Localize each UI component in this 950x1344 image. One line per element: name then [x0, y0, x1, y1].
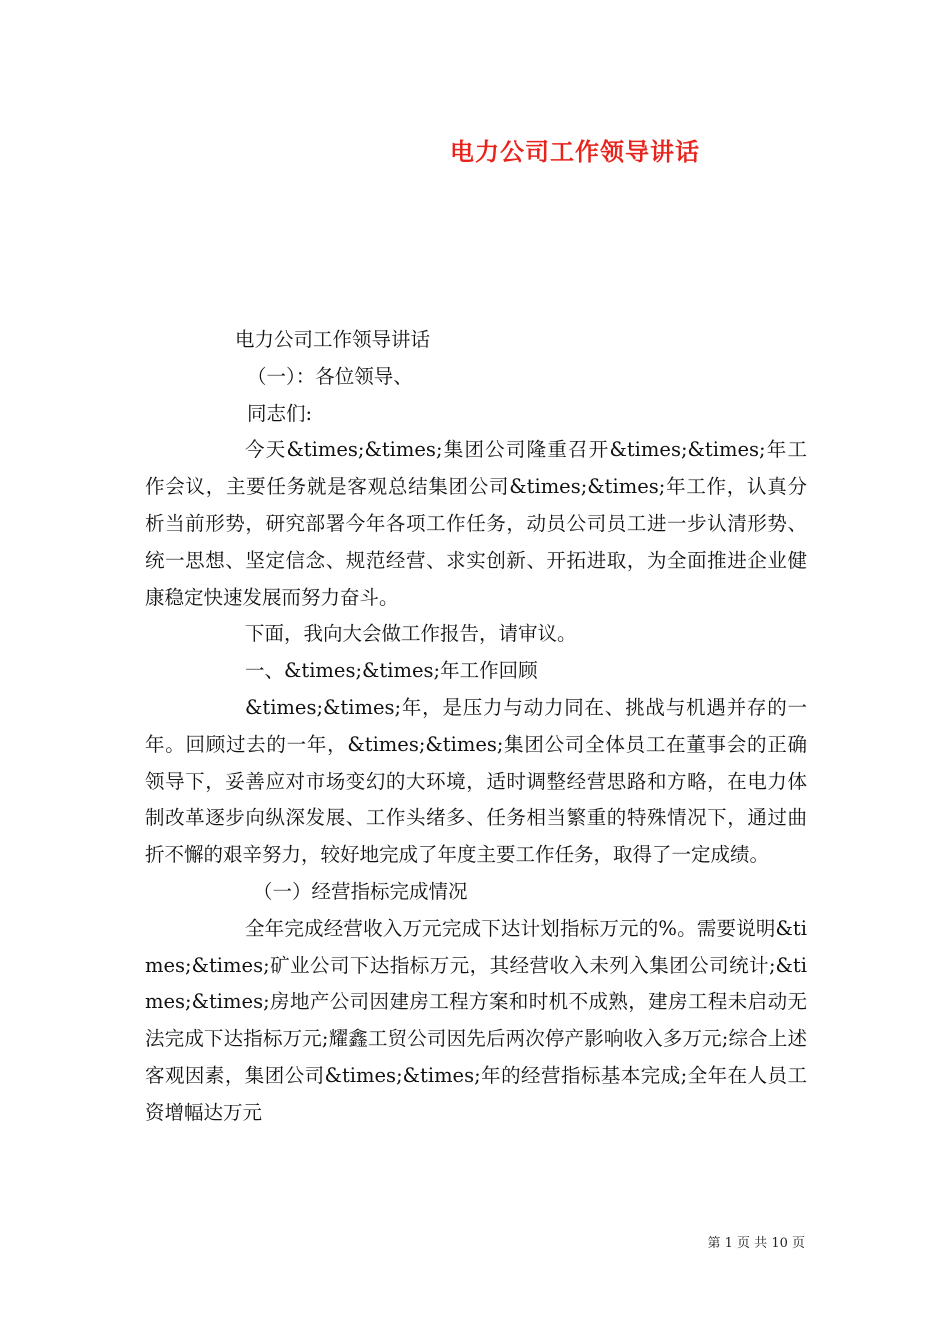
page-footer: 第 1 页 共 10 页 — [707, 1236, 805, 1251]
paragraph-greeting: （一）：各位领导、 — [247, 364, 413, 388]
section-heading-1: 一、&times;&times;年工作回顾 — [245, 659, 538, 683]
paragraph-greeting-2: 同志们: — [247, 401, 313, 425]
paragraph-indicators: 全年完成经营收入万元完成下达计划指标万元的%。需要说明&times;&times;矿业公司下达指标万元，其经营收入未列入集团公司统计;&times;&times;房地产公司因建房工程方案和时机不成熟，建房工程未启动无法完成下达指标万元;耀鑫工贸公司因先后两次停产影响收入多万元;综合上述客观因素，集团公司&times;&times;年的经营指标基本完成;全年在人员工资增幅达万元 — [145, 916, 807, 1124]
paragraph-intro: 今天&times;&times;集团公司隆重召开&times;&times;年工作会议，主要任务就是客观总结集团公司&times;&times;年工作，认真分析当前形势，研究部署今年各项工作任务，动员公司员工进一步认清形势、统一思想、坚定信念、规范经营、求实创新、开拓进取，为全面推进企业健康稳定快速发展而努力奋斗。 — [145, 438, 807, 609]
subsection-heading-1: （一）经营指标完成情况 — [253, 879, 468, 903]
paragraph-report: 下面，我向大会做工作报告，请审议。 — [245, 622, 577, 646]
document-body — [145, 322, 807, 1132]
paragraph-review: &times;&times;年，是压力与动力同在、挑战与机遇并存的一年。回顾过去的一年，&times;&times;集团公司全体员工在董事会的正确领导下，妥善应对市场变幻的大环境，适时调整经营思路和方略，在电力体制改革逐步向纵深发展、工作头绪多、任务相当繁重的特殊情况下，通过曲折不懈的艰辛努力，较好地完成了年度主要工作任务，取得了一定成绩。 — [145, 695, 807, 867]
document-title: 电力公司工作领导讲话 — [450, 138, 700, 166]
paragraph-subtitle: 电力公司工作领导讲话 — [235, 328, 431, 351]
